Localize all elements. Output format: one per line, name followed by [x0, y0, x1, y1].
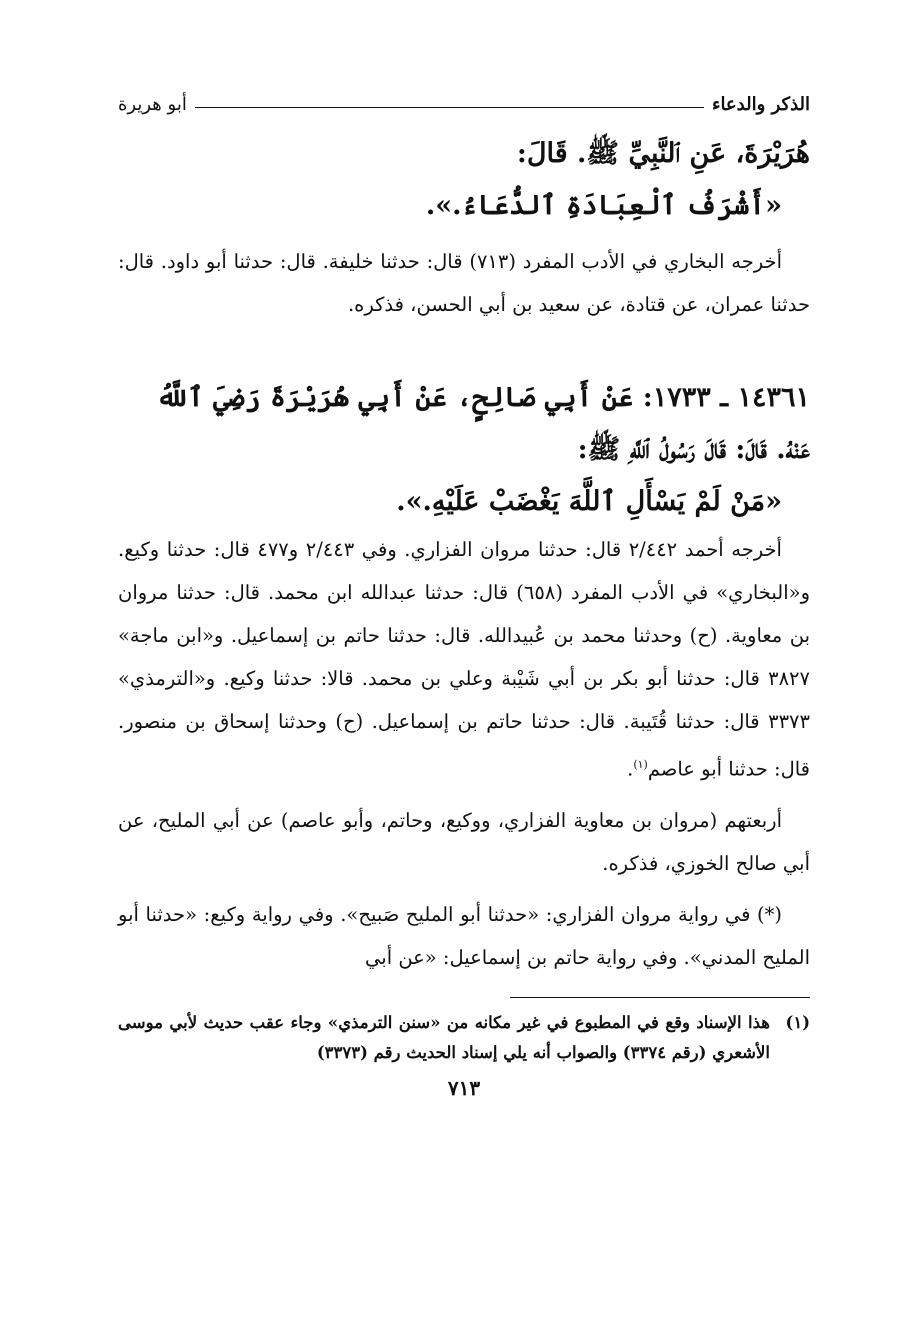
- footnote-text: هذا الإسناد وقع في المطبوع في غير مكانه من «سنن الترمذي» وجاء عقب حديث لأبي موسى الأشعري (رقم ٣٣٧٤) والصواب أنه يلي إسناد الحديث رقم (٣٣٧٣): [118, 1012, 770, 1062]
- footnote-rule: [510, 997, 810, 998]
- variant-note: (*) في رواية مروان الفزاري: «حدثنا أبو المليح صَبيح». وفي رواية وكيع: «حدثنا أبو المليح المدني». وفي رواية حاتم بن إسماعيل: «عن أبي: [118, 902, 810, 969]
- footnote-number: (١): [785, 1012, 810, 1032]
- page-number: ٧١٣: [447, 1075, 481, 1100]
- takhrij-2-end: .: [627, 757, 634, 781]
- running-header: [118, 88, 810, 120]
- hadith1-line1: هُرَيْرَةَ، عَنِ ٱلنَّبِيِّ ﷺ. قَالَ:: [516, 138, 810, 169]
- narrator-name: أبو هريرة: [118, 93, 187, 115]
- header-rule: [195, 107, 704, 108]
- hadith2-line1: ١٤٣٦١ ـ ١٧٣٣: عَنْ أَبِي صَالِحٍ، عَنْ أَبِي هُرَيْرَةَ رَضِيَ ٱللَّهُ: [156, 382, 810, 413]
- footnote-ref[interactable]: (١): [633, 758, 648, 771]
- takhrij-2: [118, 528, 810, 791]
- footnote: [118, 1008, 810, 1068]
- hadith2-line2: عَنْهُ. قَالَ: قَالَ رَسُولُ ٱللَّهِ ﷺ:: [577, 434, 810, 465]
- takhrij-2-text: أخرجه أحمد ٢/٤٤٢ قال: حدثنا مروان الفزاري. وفي ٢/٤٤٣ و٤٧٧ قال: حدثنا وكيع. و«البخاري» في الأدب المفرد (٦٥٨) قال: حدثنا عبدالله ابن محمد. قال: حدثنا مروان بن معاوية. (ح) وحدثنا محمد بن عُبيدالله. قال: حدثنا حاتم بن إسماعيل. و«ابن ماجة» ٣٨٢٧ قال: حدثنا أبو بكر بن أبي شَيْبة وعلي بن محمد. قالا: حدثنا وكيع. و«الترمذي» ٣٣٧٣ قال: حدثنا قُتَيبة. قال: حدثنا حاتم بن إسماعيل. (ح) وحدثنا إسحاق بن منصور. قال: حدثنا أبو عاصم: [118, 538, 810, 781]
- page: [118, 88, 810, 1100]
- hadith1-line2: «أَشْرَفُ ٱلْعِبَادَةِ ٱلدُّعَاءُ.».: [425, 190, 782, 221]
- chapter-title: الذكر والدعاء: [711, 93, 810, 115]
- hadith2-line3: «مَنْ لَمْ يَسْأَلِ ٱللَّهَ يَغْضَبْ عَلَيْهِ.».: [396, 486, 782, 517]
- takhrij-1: أخرجه البخاري في الأدب المفرد (٧١٣) قال: حدثنا خليفة. قال: حدثنا أبو داود. قال: حدثنا عمران، عن قتادة، عن سعيد بن أبي الحسن، فذكره.: [118, 250, 810, 316]
- summary-paragraph: أربعتهم (مروان بن معاوية الفزاري، ووكيع، وحاتم، وأبو عاصم) عن أبي المليح، عن أبي صالح الخوزي، فذكره.: [118, 808, 810, 875]
